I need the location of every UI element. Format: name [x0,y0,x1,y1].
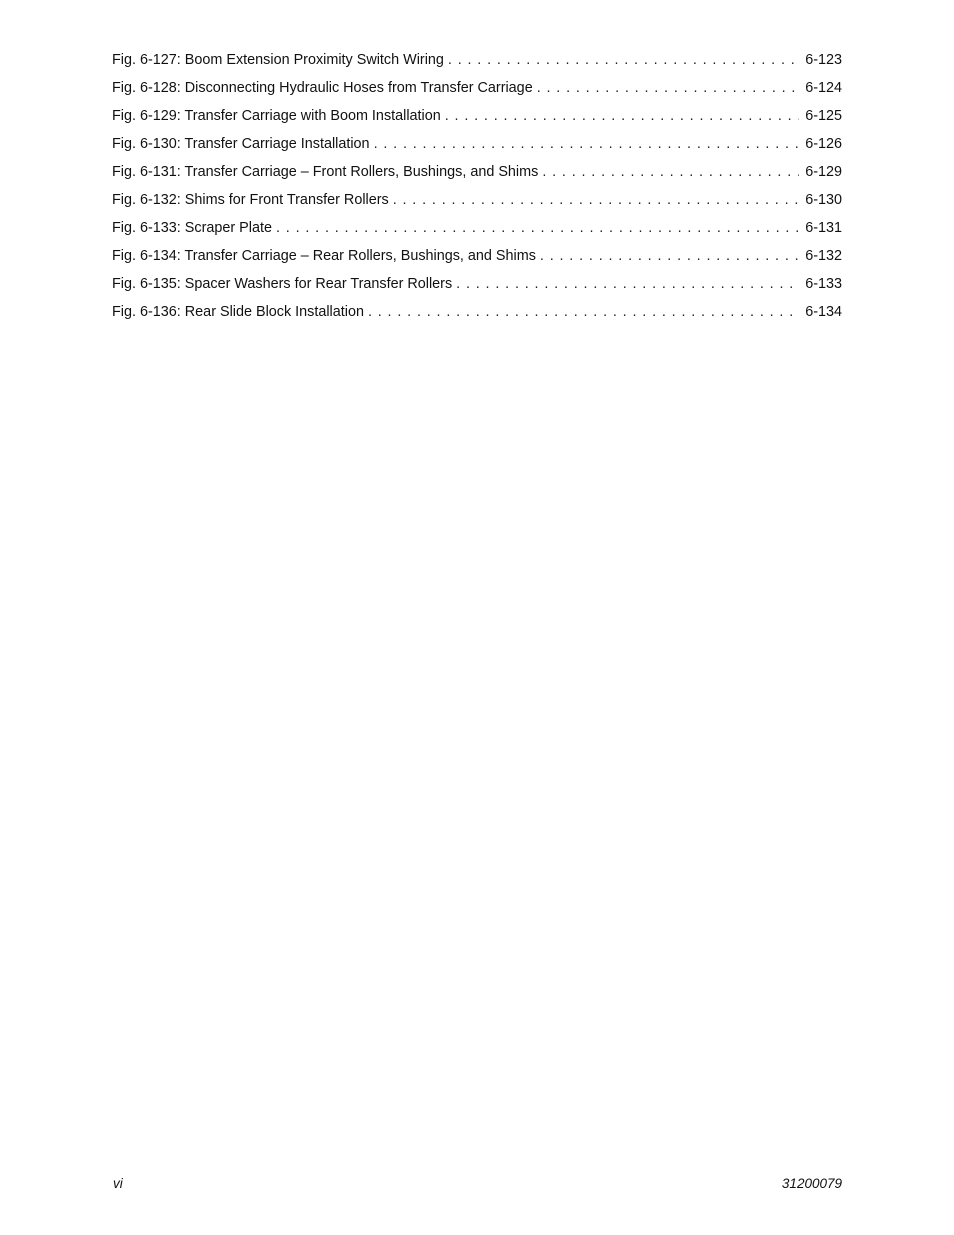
toc-entry-title: Fig. 6-128: Disconnecting Hydraulic Hoses from Transfer Carriage [112,80,533,96]
toc-entry-page: 6-126 [805,136,842,152]
toc-entry-title: Fig. 6-129: Transfer Carriage with Boom Installation [112,108,441,124]
dot-leader [445,106,799,126]
toc-entry[interactable] [112,134,842,162]
footer-page-number: vi [113,1176,123,1191]
dot-leader [374,134,800,154]
toc-entry-title: Fig. 6-131: Transfer Carriage – Front Rollers, Bushings, and Shims [112,164,539,180]
footer-document-number: 31200079 [781,1176,842,1191]
toc-entry[interactable] [112,162,842,190]
toc-entry[interactable] [112,50,842,78]
toc-entry-page: 6-131 [805,220,842,236]
toc-entry-title: Fig. 6-132: Shims for Front Transfer Rollers [112,192,389,208]
dot-leader [448,50,799,70]
dot-leader [276,218,799,238]
toc-entry-page: 6-134 [805,304,842,320]
toc-entry-page: 6-130 [805,192,842,208]
toc-entry[interactable] [112,106,842,134]
dot-leader [540,246,799,266]
dot-leader [456,274,799,294]
toc-entry-title: Fig. 6-127: Boom Extension Proximity Switch Wiring [112,52,444,68]
toc-entry-title: Fig. 6-134: Transfer Carriage – Rear Rollers, Bushings, and Shims [112,248,536,264]
toc-entry-title: Fig. 6-130: Transfer Carriage Installation [112,136,370,152]
dot-leader [542,162,799,182]
dot-leader [368,302,799,322]
toc-entry-page: 6-124 [805,80,842,96]
toc-entry[interactable] [112,190,842,218]
toc-entry[interactable] [112,302,842,330]
toc-entry[interactable] [112,218,842,246]
toc-entry-title: Fig. 6-133: Scraper Plate [112,220,272,236]
toc-entry-page: 6-123 [805,52,842,68]
toc-entry[interactable] [112,78,842,106]
toc-entry-page: 6-125 [805,108,842,124]
toc-entry[interactable] [112,274,842,302]
toc-entry-page: 6-132 [805,248,842,264]
dot-leader [537,78,799,98]
toc-entry-title: Fig. 6-135: Spacer Washers for Rear Transfer Rollers [112,276,453,292]
toc-entry-title: Fig. 6-136: Rear Slide Block Installation [112,304,364,320]
toc-entry-page: 6-129 [805,164,842,180]
toc-entry[interactable] [112,246,842,274]
list-of-figures [112,50,842,330]
dot-leader [393,190,799,210]
toc-entry-page: 6-133 [805,276,842,292]
